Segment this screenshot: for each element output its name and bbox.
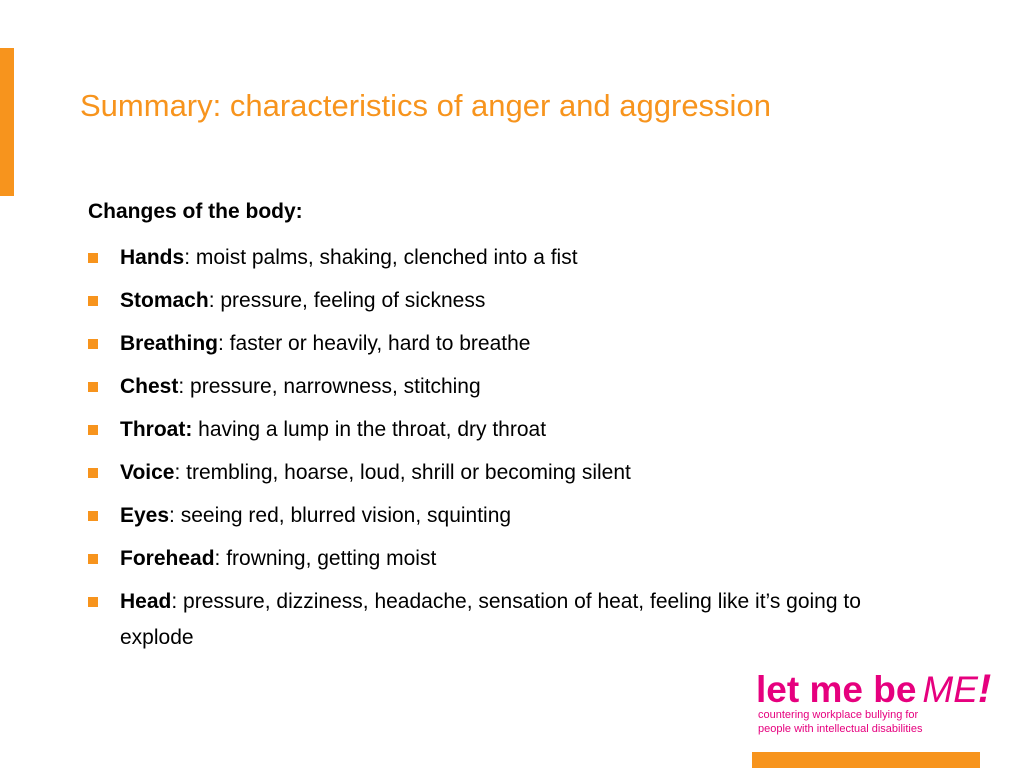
bullet-text: : pressure, narrowness, stitching: [178, 375, 481, 398]
logo-main-text: let me be: [756, 669, 917, 710]
bullet-text: : frowning, getting moist: [214, 547, 437, 570]
bullet-term: Chest: [120, 375, 179, 398]
bullet-term: Forehead: [120, 547, 215, 570]
bullet-term: Head: [120, 590, 172, 613]
bullet-item-chest: [88, 369, 908, 405]
square-bullet-icon: [88, 425, 98, 435]
bullet-term: Voice: [120, 461, 175, 484]
bullet-item-breathing: [88, 326, 908, 362]
square-bullet-icon: [88, 597, 98, 607]
logo-tagline-line-1: countering workplace bullying for: [758, 709, 919, 721]
bullet-text: : pressure, dizziness, headache, sensation of heat, feeling like it’s going to explode: [120, 590, 861, 649]
bullet-item-stomach: [88, 283, 908, 319]
bullet-term: Throat:: [120, 418, 193, 441]
square-bullet-icon: [88, 253, 98, 263]
bullet-item-throat: [88, 412, 908, 448]
bullet-item-forehead: [88, 541, 908, 577]
square-bullet-icon: [88, 296, 98, 306]
footer-accent-bar: [752, 752, 980, 768]
bullet-term: Stomach: [120, 289, 209, 312]
bullet-list: [88, 240, 908, 663]
logo-exclamation: !: [977, 667, 992, 711]
square-bullet-icon: [88, 511, 98, 521]
bullet-term: Eyes: [120, 504, 170, 527]
bullet-text: having a lump in the throat, dry throat: [192, 418, 547, 441]
bullet-item-voice: [88, 455, 908, 491]
square-bullet-icon: [88, 382, 98, 392]
bullet-item-head: [88, 584, 908, 656]
square-bullet-icon: [88, 468, 98, 478]
logo-me-text: ME: [922, 669, 978, 710]
logo-tagline-line-2: people with intellectual disabilities: [758, 723, 923, 735]
bullet-item-hands: [88, 240, 908, 276]
let-me-be-me-logo: [756, 664, 992, 736]
bullet-text: : pressure, feeling of sickness: [208, 289, 486, 312]
bullet-item-eyes: [88, 498, 908, 534]
bullet-text: : faster or heavily, hard to breathe: [218, 332, 531, 355]
square-bullet-icon: [88, 339, 98, 349]
accent-bar: [0, 48, 14, 196]
bullet-term: Breathing: [120, 332, 219, 355]
logo-tagline: [758, 708, 922, 736]
slide-title: Summary: characteristics of anger and aggression: [80, 88, 771, 123]
bullet-term: Hands: [120, 246, 185, 269]
bullet-text: : trembling, hoarse, loud, shrill or becoming silent: [174, 461, 631, 484]
bullet-text: : moist palms, shaking, clenched into a fist: [184, 246, 578, 269]
square-bullet-icon: [88, 554, 98, 564]
section-heading: Changes of the body:: [88, 200, 303, 223]
bullet-text: : seeing red, blurred vision, squinting: [169, 504, 512, 527]
